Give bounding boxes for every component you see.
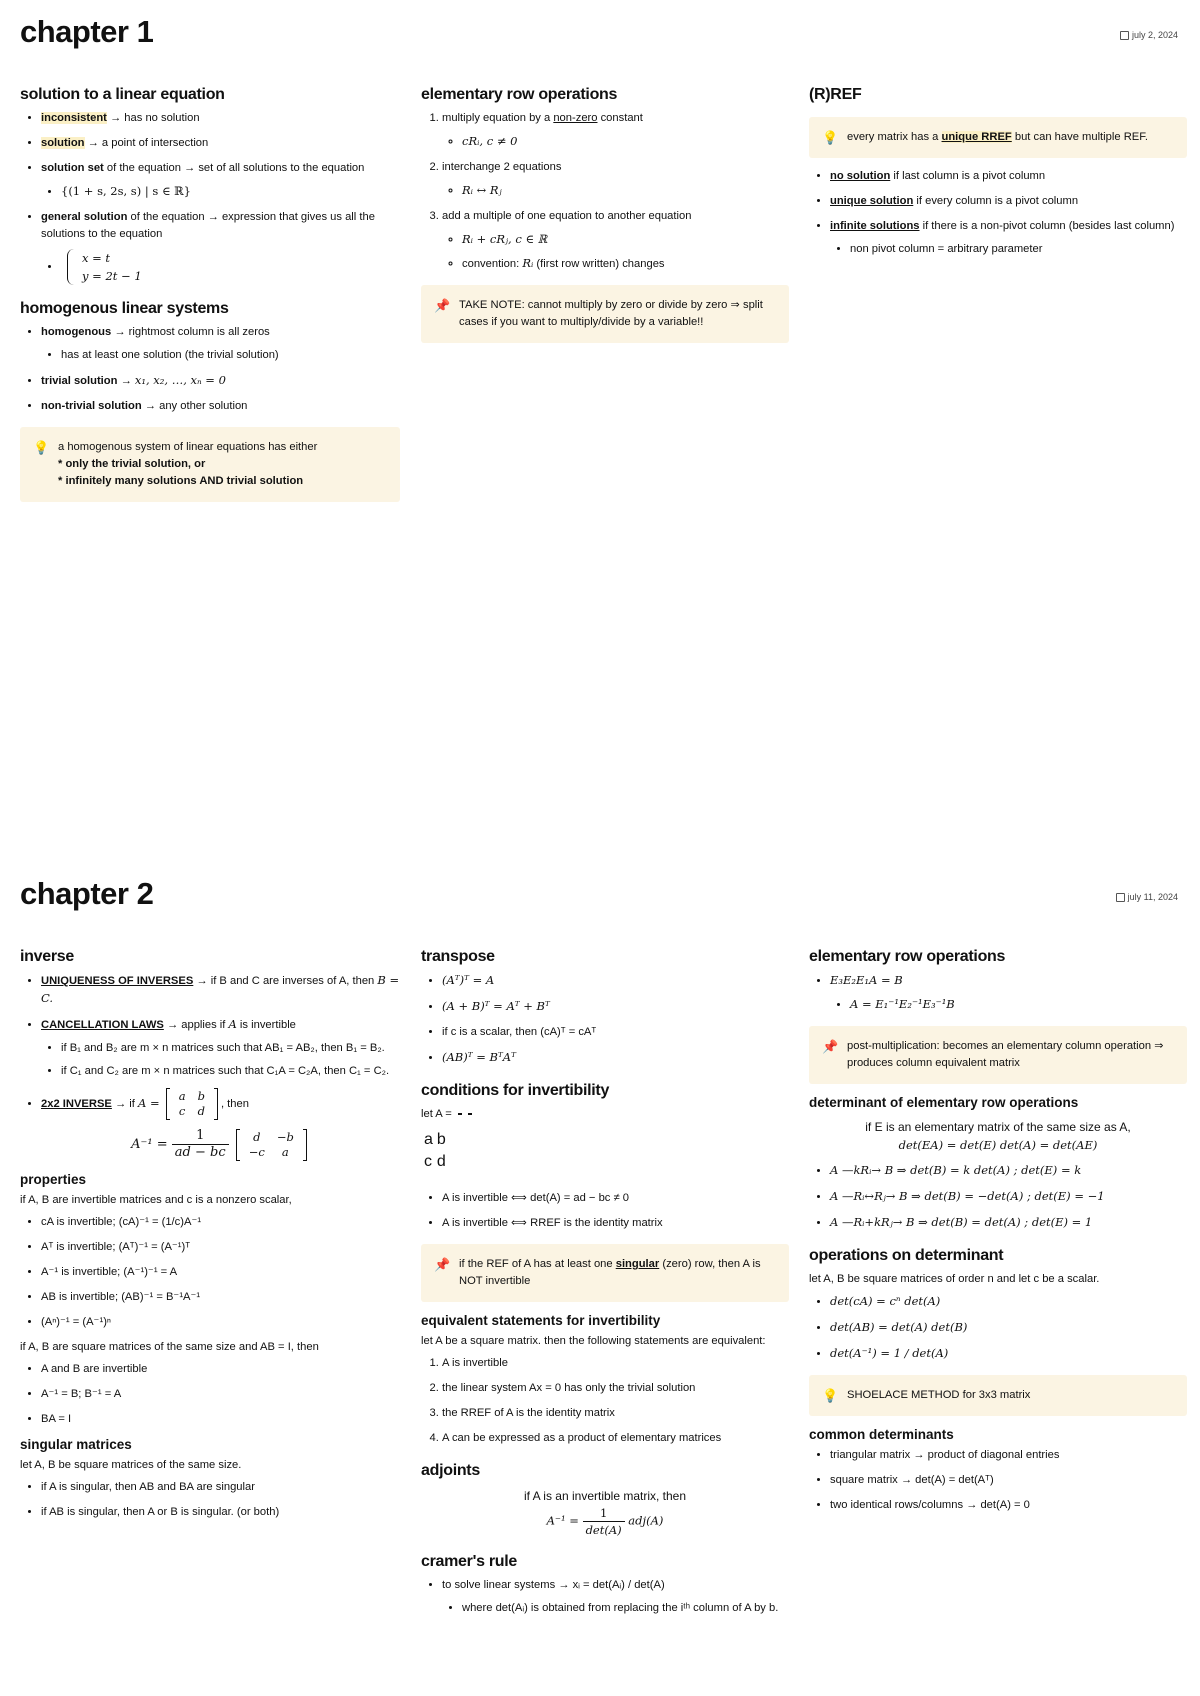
list-item	[41, 398, 400, 415]
list-item	[442, 110, 789, 151]
det-formula	[809, 1118, 1187, 1154]
chapter-date-text: july 2, 2024	[1131, 30, 1178, 40]
chapter-date	[1120, 30, 1178, 40]
item-text: → if B and C are inverses of A, then	[193, 975, 378, 987]
callout-text: post-multiplication: becomes an elementary column operation ⇒ produces column equivalent matrix	[847, 1040, 1164, 1069]
list-item	[830, 193, 1187, 210]
term-trivial: trivial solution	[41, 375, 118, 387]
heading-ero: elementary row operations	[809, 948, 1006, 965]
item-text: → applies if	[163, 1019, 229, 1031]
formula-line: if E is an elementary matrix of the same size as A,	[865, 1120, 1131, 1134]
lightbulb-icon: 💡	[822, 1388, 839, 1403]
list-item	[462, 231, 789, 249]
list-item	[41, 110, 400, 127]
paragraph: if A, B are square matrices of the same size and AB = I, then	[20, 1341, 319, 1353]
matrix-entry: b	[436, 1131, 446, 1148]
heading-rref: (R)REF	[809, 86, 862, 103]
cramer-list	[421, 1577, 789, 1617]
ero-list	[421, 110, 789, 273]
math-trivial: x₁, x₂, …, xₙ = 0	[134, 373, 226, 387]
item-text: → if	[111, 1097, 138, 1110]
list-item: • square matrix → det(A) = det(Aᵀ)	[830, 1472, 1187, 1489]
list-item: • triangular matrix → product of diagonal entries	[830, 1447, 1187, 1464]
list-item: 2. the linear system Ax = 0 has only the trivial solution	[442, 1380, 789, 1397]
heading-singular: singular matrices	[20, 1437, 132, 1452]
fraction	[172, 1128, 229, 1161]
callout-text: TAKE NOTE: cannot multiply by zero or divide by zero ⇒ split cases if you want to multiply/divide by a variable!!	[459, 299, 763, 328]
math: Rᵢ + cRⱼ, c ∈ ℝ	[462, 232, 548, 246]
list-item: • where det(Aᵢ) is obtained from replacing the iᵗʰ column of A by b.	[462, 1600, 789, 1617]
heading-common: common determinants	[809, 1427, 954, 1442]
callout-text: but can have multiple REF.	[1011, 131, 1148, 143]
item-text: interchange 2 equations	[442, 161, 562, 173]
math: A⁻¹ =	[546, 1513, 579, 1528]
equivalent-list	[421, 1355, 789, 1447]
item-text: if every column is a pivot column	[913, 195, 1079, 207]
heading-solution: solution to a linear equation	[20, 86, 225, 103]
list-item: 4. A can be expressed as a product of elementary matrices	[442, 1430, 789, 1447]
matrix-entry: a	[281, 1144, 289, 1159]
list-item: • two identical rows/columns → det(A) = 0	[830, 1497, 1187, 1514]
list-item	[850, 996, 1187, 1014]
heading-adjoints: adjoints	[421, 1462, 480, 1479]
operations-list	[809, 1293, 1187, 1363]
list-item	[41, 324, 400, 364]
formula-line: if A is an invertible matrix, then	[523, 1489, 687, 1503]
list-item: • if C₁ and C₂ are m × n matrices such that C₁A = C₂A, then C₁ = C₂.	[61, 1063, 400, 1080]
lightbulb-icon: 💡	[33, 440, 50, 455]
heading-cramer: cramer's rule	[421, 1553, 517, 1570]
list-item: 1. A is invertible	[442, 1355, 789, 1372]
matrix-entry: b	[197, 1089, 205, 1103]
math-solution-set: {(1 + s, 2s, s) | s ∈ ℝ}	[61, 184, 191, 198]
case-line: x = t	[82, 251, 111, 265]
callout-rref	[809, 117, 1187, 158]
math: Rᵢ ↔ Rⱼ	[462, 183, 502, 197]
inverse-list	[20, 972, 400, 1161]
list-item	[41, 1088, 400, 1161]
matrix-entry: −c	[248, 1144, 265, 1159]
paragraph: let A be a square matrix. then the following statements are equivalent:	[421, 1335, 766, 1347]
chapter-date	[1116, 892, 1178, 902]
list-item: • has at least one solution (the trivial solution)	[61, 347, 400, 364]
formula-line	[421, 1505, 789, 1538]
math: A = E₁⁻¹E₂⁻¹E₃⁻¹B	[850, 997, 955, 1011]
heading-inverse: inverse	[20, 948, 74, 965]
column-2	[421, 947, 789, 1625]
term-general-solution: general solution	[41, 211, 128, 223]
callout-take-note	[421, 285, 789, 343]
list-item: • Aᵀ is invertible; (Aᵀ)⁻¹ = (A⁻¹)ᵀ	[41, 1239, 400, 1256]
det-ero-list	[809, 1162, 1187, 1232]
list-item	[462, 255, 789, 273]
item-text: of the equation → set of all solutions to the equation	[103, 162, 365, 174]
list-item	[41, 135, 400, 152]
math: adj(A)	[628, 1513, 664, 1528]
list-item: • non pivot column = arbitrary parameter	[850, 241, 1187, 258]
heading-equivalent: equivalent statements for invertibility	[421, 1313, 661, 1328]
term-unique-solution: unique solution	[830, 195, 914, 207]
underlined-text: singular	[615, 1258, 660, 1270]
pushpin-icon: 📌	[434, 1257, 451, 1272]
properties-list-2	[20, 1361, 400, 1428]
list-item	[442, 998, 789, 1016]
denominator: det(A)	[585, 1523, 622, 1537]
heading-properties: properties	[20, 1172, 87, 1187]
math: (Aᵀ)ᵀ = A	[442, 973, 495, 987]
term-inconsistent: inconsistent	[41, 112, 107, 124]
chapter-date-text: july 11, 2024	[1127, 892, 1178, 902]
matrix	[458, 1113, 472, 1115]
term-uniqueness: UNIQUENESS OF INVERSES	[41, 975, 194, 987]
calendar-icon	[1116, 893, 1125, 902]
chapter-title: chapter 2	[20, 876, 154, 911]
term-homogenous: homogenous	[41, 326, 112, 338]
math: det(A⁻¹) = 1 / det(A)	[830, 1346, 949, 1360]
list-item	[61, 183, 400, 201]
math-cases	[67, 249, 142, 285]
callout-post-multiplication	[809, 1026, 1187, 1084]
list-item: • A is invertible ⟺ det(A) = ad − bc ≠ 0	[442, 1190, 789, 1207]
conditions-list	[421, 1190, 789, 1232]
rref-list	[809, 168, 1187, 258]
item-text: is invertible	[236, 1019, 296, 1031]
lightbulb-icon: 💡	[822, 130, 839, 145]
callout-text: every matrix has a	[847, 131, 942, 143]
list-item: • A⁻¹ = B; B⁻¹ = A	[41, 1386, 400, 1403]
item-text: to solve linear systems → xᵢ = det(Aᵢ) / det(A)	[442, 1579, 665, 1591]
item-text: (first row written) changes	[533, 258, 665, 270]
properties-list	[20, 1214, 400, 1331]
callout-shoelace	[809, 1375, 1187, 1416]
list-item	[442, 1577, 789, 1617]
item-text: →	[117, 375, 135, 387]
matrix-entry: a	[178, 1089, 186, 1103]
list-item: • if A is singular, then AB and BA are singular	[41, 1479, 400, 1496]
matrix-entry: c	[178, 1104, 186, 1118]
callout-text: if the REF of A has at least one	[459, 1258, 616, 1270]
list-item	[830, 1188, 1187, 1206]
column-3	[809, 947, 1187, 1522]
item-text: → any other solution	[141, 400, 248, 412]
ero-list	[809, 972, 1187, 1014]
inverse-formula	[41, 1128, 400, 1161]
underlined-text: unique RREF	[941, 131, 1012, 143]
callout-homogenous	[20, 427, 400, 502]
list-item	[830, 972, 1187, 1014]
list-item	[442, 1049, 789, 1067]
math: B = C.	[41, 973, 400, 1005]
paragraph: let A, B be square matrices of order n and let c be a scalar.	[809, 1273, 1100, 1285]
matrix-entry: d	[197, 1104, 205, 1118]
list-item	[462, 182, 789, 200]
list-item	[442, 159, 789, 200]
matrix-entry: c	[424, 1153, 432, 1170]
term-cancellation: CANCELLATION LAWS	[41, 1019, 164, 1031]
item-text: , then	[220, 1097, 249, 1110]
list-item	[830, 1345, 1187, 1363]
list-item	[41, 972, 400, 1008]
heading-conditions: conditions for invertibility	[421, 1082, 610, 1099]
list-item: • if c is a scalar, then (cA)ᵀ = cAᵀ	[442, 1024, 789, 1041]
list-item	[41, 1016, 400, 1080]
term-no-solution: no solution	[830, 170, 891, 182]
numerator: 1	[172, 1128, 229, 1145]
case-line: y = 2t − 1	[82, 269, 142, 283]
solution-list	[20, 110, 400, 285]
heading-ero: elementary row operations	[421, 86, 618, 103]
callout-line: * only the trivial solution, or	[58, 458, 206, 470]
term-infinite-solutions: infinite solutions	[830, 220, 920, 232]
item-text: convention:	[462, 258, 523, 270]
item-text: → rightmost column is all zeros	[111, 326, 270, 338]
item-text: constant	[597, 112, 643, 124]
adjoint-formula	[421, 1487, 789, 1538]
matrix	[236, 1129, 307, 1161]
list-item	[462, 133, 789, 151]
matrix-entry: a	[424, 1131, 433, 1148]
math: A =	[138, 1095, 160, 1110]
pushpin-icon: 📌	[434, 298, 451, 313]
matrix	[166, 1088, 218, 1120]
list-item: • if AB is singular, then A or B is singular. (or both)	[41, 1504, 400, 1521]
math: cRᵢ, c ≠ 0	[462, 134, 518, 148]
math: A	[228, 1017, 237, 1031]
math: A⁻¹ =	[131, 1137, 168, 1152]
math: A —kRᵢ→ B ⇒ det(B) = k det(A) ; det(E) = k	[830, 1163, 1082, 1177]
column-3	[809, 85, 1187, 266]
paragraph: let A, B be square matrices of the same size.	[20, 1459, 242, 1471]
item-text: → a point of intersection	[84, 137, 209, 149]
math: E₃E₂E₁A = B	[830, 973, 903, 987]
list-item: • A⁻¹ is invertible; (A⁻¹)⁻¹ = A	[41, 1264, 400, 1281]
math: det(cA) = cⁿ det(A)	[830, 1294, 941, 1308]
heading-operations: operations on determinant	[809, 1247, 1004, 1264]
list-item: • A and B are invertible	[41, 1361, 400, 1378]
item-text: multiply equation by a	[442, 112, 554, 124]
list-item	[830, 218, 1187, 258]
transpose-list	[421, 972, 789, 1067]
column-2	[421, 85, 789, 353]
list-item: • A is invertible ⟺ RREF is the identity matrix	[442, 1215, 789, 1232]
homogenous-list	[20, 324, 400, 415]
denominator: ad − bc	[174, 1145, 226, 1160]
list-item	[41, 209, 400, 285]
matrix-entry: d	[436, 1153, 446, 1170]
fraction	[583, 1505, 625, 1538]
list-item: 3. the RREF of A is the identity matrix	[442, 1405, 789, 1422]
list-item	[442, 972, 789, 990]
item-text: → has no solution	[106, 112, 200, 124]
callout-line: * infinitely many solutions AND trivial solution	[58, 475, 304, 487]
term-nontrivial: non-trivial solution	[41, 400, 142, 412]
matrix-entry: d	[253, 1129, 261, 1144]
list-item: • if B₁ and B₂ are m × n matrices such that AB₁ = AB₂, then B₁ = B₂.	[61, 1040, 400, 1057]
calendar-icon	[1120, 31, 1129, 40]
heading-det-ero: determinant of elementary row operations	[809, 1095, 1079, 1110]
formula-line: det(EA) = det(E) det(A) = det(AE)	[898, 1138, 1098, 1152]
math: (A + B)ᵀ = Aᵀ + Bᵀ	[442, 999, 550, 1013]
math: A —Rᵢ↔Rⱼ→ B ⇒ det(B) = −det(A) ; det(E) = −1	[830, 1189, 1105, 1203]
item-text: of the equation → expression that gives us all the solutions to the equation	[41, 211, 375, 240]
paragraph: if A, B are invertible matrices and c is a nonzero scalar,	[20, 1194, 292, 1206]
chapter-title: chapter 1	[20, 14, 154, 49]
callout-text: (zero) row, then A is NOT invertible	[459, 1258, 761, 1287]
list-item	[61, 249, 400, 285]
underlined-text: non-zero	[553, 112, 598, 124]
list-item	[830, 1162, 1187, 1180]
singular-list	[20, 1479, 400, 1521]
callout-line: a homogenous system of linear equations has either	[58, 441, 318, 453]
term-solution-set: solution set	[41, 162, 104, 174]
callout-text: SHOELACE METHOD for 3x3 matrix	[847, 1389, 1031, 1401]
math: Rᵢ	[522, 256, 534, 270]
list-item	[830, 1214, 1187, 1232]
paragraph	[421, 1106, 789, 1123]
column-1	[20, 85, 400, 512]
list-item: • (Aⁿ)⁻¹ = (A⁻¹)ⁿ	[41, 1314, 400, 1331]
list-item	[41, 372, 400, 390]
heading-homogenous: homogenous linear systems	[20, 300, 229, 317]
matrix-entry: −b	[276, 1129, 294, 1144]
list-item	[830, 1319, 1187, 1337]
term-2x2-inverse: 2x2 INVERSE	[41, 1097, 112, 1110]
list-item	[830, 168, 1187, 185]
list-item: • BA = I	[41, 1411, 400, 1428]
column-1	[20, 947, 400, 1529]
list-item	[830, 1293, 1187, 1311]
pushpin-icon: 📌	[822, 1039, 839, 1054]
callout-ref-singular	[421, 1244, 789, 1302]
item-text: let A =	[421, 1108, 452, 1120]
numerator: 1	[583, 1505, 625, 1522]
list-item: • AB is invertible; (AB)⁻¹ = B⁻¹A⁻¹	[41, 1289, 400, 1306]
heading-transpose: transpose	[421, 948, 495, 965]
common-list	[809, 1447, 1187, 1514]
item-text: if there is a non-pivot column (besides last column)	[919, 220, 1175, 232]
term-solution: solution	[41, 137, 85, 149]
list-item	[442, 208, 789, 273]
item-text: add a multiple of one equation to another equation	[442, 210, 692, 222]
math: A —Rᵢ+kRⱼ→ B ⇒ det(B) = det(A) ; det(E) = 1	[830, 1215, 1093, 1229]
list-item	[41, 160, 400, 201]
list-item: • cA is invertible; (cA)⁻¹ = (1/c)A⁻¹	[41, 1214, 400, 1231]
math: (AB)ᵀ = BᵀAᵀ	[442, 1050, 516, 1064]
math: det(AB) = det(A) det(B)	[830, 1320, 968, 1334]
item-text: if last column is a pivot column	[890, 170, 1046, 182]
